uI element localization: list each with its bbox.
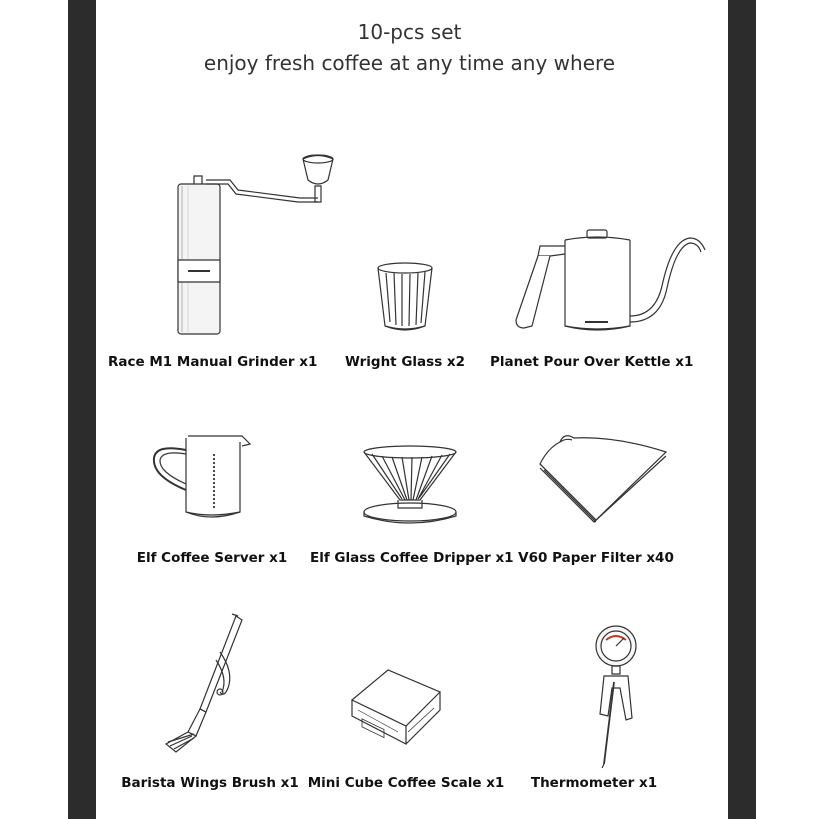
item-label-grinder: Race M1 Manual Grinder x1 — [108, 354, 318, 370]
coffee-scale-icon — [348, 666, 443, 752]
coffee-server-icon — [150, 430, 255, 525]
tagline: enjoy fresh coffee at any time any where — [203, 51, 616, 75]
gooseneck-kettle-icon — [510, 226, 710, 338]
glass-cup-icon — [375, 262, 435, 334]
item-label-server: Elf Coffee Server x1 — [136, 550, 288, 566]
cleaning-brush-icon — [162, 612, 247, 752]
item-label-dripper: Elf Glass Coffee Dripper x1 — [310, 550, 514, 566]
coffee-dripper-icon — [360, 444, 460, 526]
item-label-thermometer: Thermometer x1 — [530, 775, 658, 791]
hand-grinder-icon — [170, 150, 340, 340]
item-label-glass: Wright Glass x2 — [344, 354, 466, 370]
item-label-brush: Barista Wings Brush x1 — [121, 775, 299, 791]
item-label-filter: V60 Paper Filter x40 — [518, 550, 674, 566]
set-count-heading: 10-pcs set — [357, 20, 462, 44]
thermometer-icon — [574, 622, 644, 768]
left-frame-border — [68, 0, 96, 819]
item-label-kettle: Planet Pour Over Kettle x1 — [490, 354, 694, 370]
paper-filter-icon — [536, 430, 668, 524]
right-frame-border — [728, 0, 756, 819]
item-label-scale: Mini Cube Coffee Scale x1 — [307, 775, 505, 791]
